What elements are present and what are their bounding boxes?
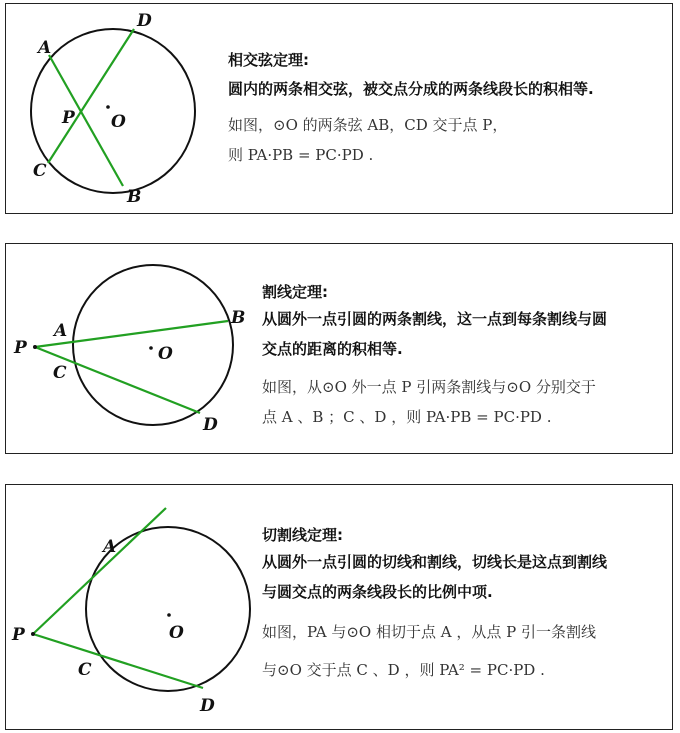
label-d: D: [200, 696, 215, 716]
label-p: P: [14, 338, 27, 358]
label-b: B: [231, 308, 246, 328]
label-c: C: [53, 363, 67, 383]
theorem-statement: 与圆交点的两条线段长的比例中项.: [262, 583, 493, 601]
theorem-title: 切割线定理:: [262, 526, 343, 544]
example-line: 与⊙O 交于点 C 、D ，则 PA² = PC·PD .: [262, 661, 545, 679]
label-p: P: [62, 108, 75, 128]
point-p: [33, 345, 37, 349]
example-line: 如图，PA 与⊙O 相切于点 A ，从点 P 引一条割线: [262, 623, 596, 641]
theorem-statement: 圆内的两条相交弦，被交点分成的两条线段长的积相等.: [228, 80, 594, 98]
label-o: O: [158, 344, 173, 364]
example-line: 如图，从⊙O 外一点 P 引两条割线与⊙O 分别交于: [262, 378, 596, 396]
secant-figure: [6, 244, 256, 455]
label-d: D: [203, 415, 218, 435]
label-a: A: [38, 38, 52, 58]
center-dot: [167, 613, 171, 617]
label-p: P: [12, 625, 25, 645]
label-c: C: [33, 161, 47, 181]
tangent-pa: [33, 508, 166, 634]
theorem-text: [262, 525, 607, 685]
label-b: B: [127, 187, 142, 207]
label-o: O: [169, 623, 184, 643]
theorem-statement: 交点的距离的积相等.: [262, 340, 403, 358]
example-line: 如图，⊙O 的两条弦 AB，CD 交于点 P，: [228, 116, 508, 134]
label-d: D: [137, 11, 152, 31]
theorem-title: 相交弦定理:: [228, 51, 309, 69]
example-line: 点 A 、B ；C 、D ，则 PA·PB = PC·PD .: [262, 408, 552, 426]
example-line: 则 PA·PB = PC·PD .: [228, 146, 374, 164]
point-p: [31, 632, 35, 636]
label-a: A: [103, 537, 117, 557]
theorem-panel-secant: [5, 243, 673, 454]
label-a: A: [54, 321, 68, 341]
tangent-secant-figure: [6, 485, 256, 731]
label-o: O: [111, 112, 126, 132]
label-c: C: [78, 660, 92, 680]
center-dot: [106, 105, 110, 109]
theorem-statement: 从圆外一点引圆的两条割线，这一点到每条割线与圆: [262, 310, 608, 328]
circle-o: [73, 265, 233, 425]
theorem-text: [262, 282, 607, 432]
theorem-panel-intersecting-chords: [5, 3, 673, 214]
theorem-panel-tangent-secant: [5, 484, 673, 730]
theorem-title: 割线定理:: [262, 283, 328, 301]
center-dot: [149, 346, 153, 350]
theorem-statement: 从圆外一点引圆的切线和割线，切线长是这点到割线: [262, 553, 608, 571]
intersecting-chords-figure: [6, 4, 206, 215]
theorem-text: [228, 50, 594, 170]
chord-cd: [48, 29, 134, 163]
